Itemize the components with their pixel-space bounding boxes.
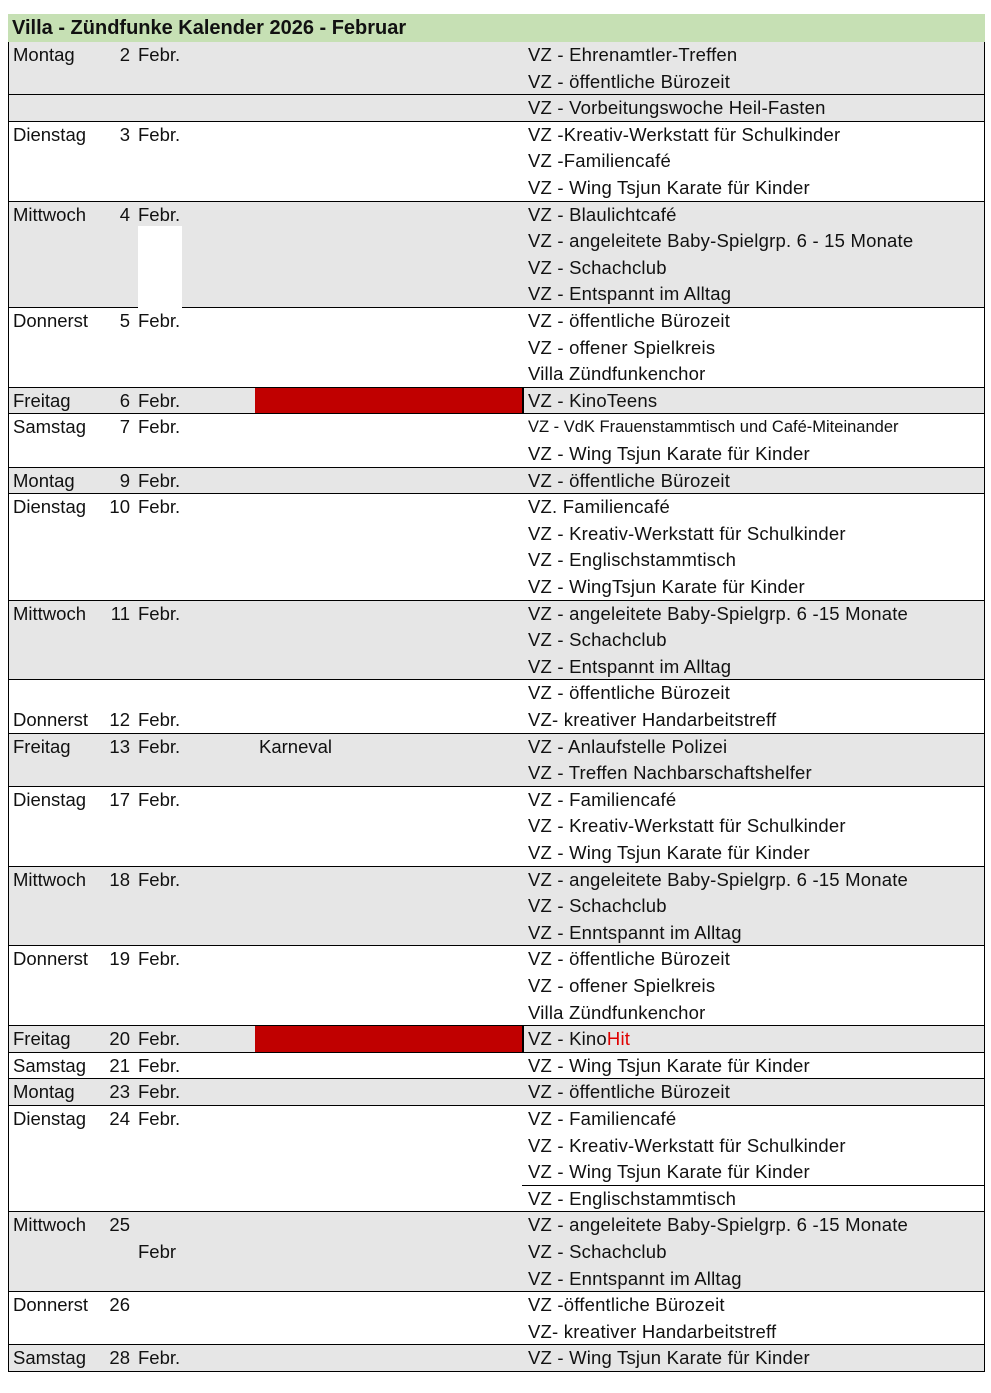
month-label: Febr bbox=[138, 1240, 177, 1262]
day-number: 12 bbox=[109, 708, 130, 730]
event-row bbox=[522, 202, 984, 229]
event-text: VZ - Anlaufstelle Polizei bbox=[528, 735, 728, 757]
event-row bbox=[522, 1026, 984, 1053]
event-text: VZ. Familiencafé bbox=[528, 496, 670, 518]
weekday-label: Montag bbox=[13, 469, 75, 491]
month-label: Febr. bbox=[138, 469, 181, 491]
event-text: VZ - VdK Frauenstammtisch und Café-Miteinander bbox=[528, 418, 899, 437]
event-text: VZ - Schachclub bbox=[528, 895, 667, 917]
event-row bbox=[522, 468, 984, 495]
event-text: VZ - Schachclub bbox=[528, 1240, 667, 1262]
event-text: VZ - Kreativ-Werkstatt für Schulkinder bbox=[528, 815, 846, 837]
day-number: 2 bbox=[119, 44, 130, 65]
month-label: Febr. bbox=[138, 416, 181, 438]
weekday-label: Mittwoch bbox=[13, 602, 86, 624]
month-label: Febr. bbox=[138, 868, 181, 890]
event-row bbox=[522, 255, 984, 282]
event-text: VZ - öffentliche Bürozeit bbox=[528, 310, 731, 331]
event-text: VZ - Wing Tsjun Karate für Kinder bbox=[528, 176, 810, 198]
event-row bbox=[522, 95, 984, 122]
note-label: Karneval bbox=[259, 735, 333, 757]
weekday-label: Freitag bbox=[13, 735, 71, 757]
blank-cell bbox=[138, 226, 182, 308]
weekday-label: Donnerst bbox=[13, 1294, 89, 1316]
event-row bbox=[522, 1186, 984, 1213]
day-number: 18 bbox=[109, 868, 130, 890]
month-label: Febr. bbox=[138, 708, 181, 730]
month-label: Febr. bbox=[138, 948, 181, 970]
event-row bbox=[522, 69, 984, 96]
day-group bbox=[8, 1106, 985, 1212]
event-row bbox=[522, 308, 984, 335]
event-text: VZ - öffentliche Bürozeit bbox=[528, 948, 731, 970]
event-text: VZ - Treffen Nachbarschaftshelfer bbox=[528, 762, 812, 784]
event-text: VZ - Vorbeitungswoche Heil-Fasten bbox=[528, 97, 826, 119]
weekday-label: Dienstag bbox=[13, 788, 87, 810]
event-row bbox=[522, 1266, 984, 1293]
day-group bbox=[8, 946, 985, 1026]
day-group bbox=[8, 1026, 985, 1053]
day-group bbox=[8, 1345, 985, 1372]
weekday-label: Samstag bbox=[13, 416, 87, 438]
event-text: Villa Zündfunkenchor bbox=[528, 1001, 706, 1023]
event-text: VZ -Familiencafé bbox=[528, 150, 672, 172]
red-highlight-cell bbox=[255, 1026, 523, 1052]
day-number: 6 bbox=[119, 389, 130, 411]
weekday-label: Montag bbox=[13, 44, 75, 65]
month-label: Febr. bbox=[138, 1054, 181, 1076]
day-number: 23 bbox=[109, 1081, 130, 1103]
event-row bbox=[522, 335, 984, 362]
month-label: Febr. bbox=[138, 496, 181, 518]
day-group bbox=[8, 734, 985, 787]
event-text: VZ - Enntspannt im Alltag bbox=[528, 1267, 742, 1289]
day-number: 20 bbox=[109, 1028, 130, 1050]
event-row bbox=[522, 627, 984, 654]
event-row bbox=[522, 361, 984, 388]
weekday-label: Samstag bbox=[13, 1347, 87, 1369]
day-number: 9 bbox=[119, 469, 130, 491]
day-number: 4 bbox=[119, 203, 130, 225]
event-text: VZ - Wing Tsjun Karate für Kinder bbox=[528, 1161, 810, 1183]
event-row bbox=[522, 42, 984, 69]
weekday-label: Freitag bbox=[13, 1028, 71, 1050]
event-row bbox=[522, 867, 984, 894]
event-text bbox=[528, 1027, 630, 1051]
event-text: VZ - Englischstammtisch bbox=[528, 1187, 737, 1209]
event-text-highlight: Hit bbox=[606, 1028, 631, 1050]
day-number: 5 bbox=[119, 310, 130, 331]
event-row bbox=[522, 787, 984, 814]
day-number: 19 bbox=[109, 948, 130, 970]
event-text: VZ - Blaulichtcafé bbox=[528, 203, 677, 225]
event-row bbox=[522, 228, 984, 255]
day-number: 17 bbox=[109, 788, 130, 810]
event-row bbox=[522, 973, 984, 1000]
day-group bbox=[8, 1053, 985, 1080]
day-number: 10 bbox=[109, 496, 130, 518]
sheet-title: Villa - Zündfunke Kalender 2026 - Februar bbox=[8, 14, 985, 42]
column-divider bbox=[522, 1026, 524, 1053]
weekday-label: Mittwoch bbox=[13, 868, 86, 890]
day-group bbox=[8, 494, 985, 600]
column-divider bbox=[522, 388, 524, 415]
event-text: VZ - Schachclub bbox=[528, 629, 667, 651]
event-text: VZ - offener Spielkreis bbox=[528, 336, 716, 358]
event-text: VZ - Familiencafé bbox=[528, 1108, 677, 1129]
event-text: VZ - öffentliche Bürozeit bbox=[528, 70, 731, 92]
event-row bbox=[522, 1239, 984, 1266]
month-label: Febr. bbox=[138, 203, 181, 225]
day-number: 3 bbox=[119, 123, 130, 145]
event-row bbox=[522, 148, 984, 175]
event-text: Villa Zündfunkenchor bbox=[528, 363, 706, 385]
day-group bbox=[8, 308, 985, 388]
event-text-main: VZ - Kino bbox=[528, 1028, 607, 1050]
day-group bbox=[8, 1079, 985, 1106]
day-group bbox=[8, 202, 985, 308]
event-row bbox=[522, 414, 984, 441]
weekday-label: Donnerst bbox=[13, 310, 89, 331]
day-number: 25 bbox=[109, 1214, 130, 1236]
event-text: VZ- kreativer Handarbeitstreff bbox=[528, 1320, 777, 1342]
event-row bbox=[522, 654, 984, 681]
day-group bbox=[8, 787, 985, 867]
event-text: VZ - Entspannt im Alltag bbox=[528, 655, 732, 677]
day-number: 11 bbox=[110, 602, 130, 624]
weekday-label: Dienstag bbox=[13, 123, 87, 145]
event-row bbox=[522, 1345, 984, 1372]
event-row bbox=[522, 441, 984, 468]
event-text: VZ - angeleitete Baby-Spielgrp. 6 -15 Monate bbox=[528, 868, 909, 890]
day-number: 26 bbox=[109, 1294, 130, 1316]
day-group bbox=[8, 468, 985, 495]
event-row bbox=[522, 1212, 984, 1239]
event-row bbox=[522, 281, 984, 308]
event-row bbox=[522, 840, 984, 867]
event-text: VZ- kreativer Handarbeitstreff bbox=[528, 708, 777, 730]
event-text: VZ - WingTsjun Karate für Kinder bbox=[528, 575, 805, 597]
event-text: VZ - öffentliche Bürozeit bbox=[528, 469, 731, 491]
event-row bbox=[522, 1053, 984, 1080]
month-label: Febr. bbox=[138, 123, 181, 145]
event-row bbox=[522, 1133, 984, 1160]
event-row bbox=[522, 734, 984, 761]
day-group bbox=[8, 42, 985, 95]
event-row bbox=[522, 547, 984, 574]
event-row bbox=[522, 920, 984, 947]
weekday-label: Montag bbox=[13, 1081, 75, 1103]
event-text: VZ -öffentliche Bürozeit bbox=[528, 1294, 725, 1316]
event-text: VZ - Ehrenamtler-Treffen bbox=[528, 44, 738, 65]
event-row bbox=[522, 760, 984, 787]
event-text: VZ - Enntspannt im Alltag bbox=[528, 921, 742, 943]
weekday-label: Dienstag bbox=[13, 1108, 87, 1129]
day-group bbox=[8, 1292, 985, 1345]
day-group bbox=[8, 414, 985, 467]
event-row bbox=[522, 1079, 984, 1106]
event-text: VZ - Wing Tsjun Karate für Kinder bbox=[528, 442, 810, 464]
event-text: VZ - öffentliche Bürozeit bbox=[528, 1081, 731, 1103]
day-group bbox=[8, 95, 985, 122]
month-label: Febr. bbox=[138, 1108, 181, 1129]
event-row bbox=[522, 388, 984, 415]
event-row bbox=[522, 1000, 984, 1027]
event-text: VZ -Kreativ-Werkstatt für Schulkinder bbox=[528, 123, 841, 145]
day-number: 13 bbox=[109, 735, 130, 757]
event-row bbox=[522, 707, 984, 734]
month-label: Febr. bbox=[138, 310, 181, 331]
day-group bbox=[8, 1212, 985, 1292]
event-row bbox=[522, 601, 984, 628]
event-row bbox=[522, 521, 984, 548]
day-number: 21 bbox=[109, 1054, 130, 1076]
event-row bbox=[522, 122, 984, 149]
day-group bbox=[8, 680, 985, 733]
weekday-label: Mittwoch bbox=[13, 1214, 86, 1236]
day-group bbox=[8, 122, 985, 202]
weekday-label: Freitag bbox=[13, 389, 71, 411]
day-group bbox=[8, 388, 985, 415]
event-text: VZ - angeleitete Baby-Spielgrp. 6 - 15 Monate bbox=[528, 230, 914, 252]
event-row bbox=[522, 813, 984, 840]
event-text: VZ - Englischstammtisch bbox=[528, 549, 737, 571]
day-group bbox=[8, 601, 985, 681]
month-label: Febr. bbox=[138, 44, 181, 65]
event-row bbox=[522, 946, 984, 973]
event-row bbox=[522, 893, 984, 920]
event-row bbox=[522, 574, 984, 601]
day-number: 28 bbox=[109, 1347, 130, 1369]
event-row bbox=[522, 680, 984, 707]
event-row bbox=[522, 1292, 984, 1319]
event-row bbox=[522, 175, 984, 202]
event-text: VZ - Wing Tsjun Karate für Kinder bbox=[528, 1347, 810, 1369]
month-label: Febr. bbox=[138, 1081, 181, 1103]
event-text: VZ - angeleitete Baby-Spielgrp. 6 -15 Monate bbox=[528, 602, 909, 624]
day-group bbox=[8, 867, 985, 947]
event-text: VZ - Entspannt im Alltag bbox=[528, 283, 732, 305]
event-text: VZ - Kreativ-Werkstatt für Schulkinder bbox=[528, 522, 846, 544]
month-label: Febr. bbox=[138, 1028, 181, 1050]
event-text: VZ - Schachclub bbox=[528, 256, 667, 278]
day-number: 7 bbox=[119, 416, 130, 438]
event-text: VZ - Wing Tsjun Karate für Kinder bbox=[528, 841, 810, 863]
month-label: Febr. bbox=[138, 602, 181, 624]
event-text: VZ - öffentliche Bürozeit bbox=[528, 682, 731, 704]
weekday-label: Mittwoch bbox=[13, 203, 86, 225]
month-label: Febr. bbox=[138, 1347, 181, 1369]
month-label: Febr. bbox=[138, 735, 181, 757]
event-row bbox=[522, 1319, 984, 1346]
event-text: VZ - Wing Tsjun Karate für Kinder bbox=[528, 1054, 810, 1076]
month-label: Febr. bbox=[138, 389, 181, 411]
weekday-label: Samstag bbox=[13, 1054, 87, 1076]
event-row bbox=[522, 494, 984, 521]
event-text: VZ - Kreativ-Werkstatt für Schulkinder bbox=[528, 1134, 846, 1156]
weekday-label: Donnerst bbox=[13, 708, 89, 730]
day-number: 24 bbox=[109, 1108, 130, 1129]
event-text: VZ - angeleitete Baby-Spielgrp. 6 -15 Monate bbox=[528, 1214, 909, 1236]
event-text: VZ - Familiencafé bbox=[528, 788, 677, 810]
weekday-label: Dienstag bbox=[13, 496, 87, 518]
red-highlight-cell bbox=[255, 388, 523, 414]
weekday-label: Donnerst bbox=[13, 948, 89, 970]
event-row bbox=[522, 1159, 984, 1186]
event-text: VZ - KinoTeens bbox=[528, 389, 658, 411]
event-text: VZ - offener Spielkreis bbox=[528, 974, 716, 996]
event-row bbox=[522, 1106, 984, 1133]
month-label: Febr. bbox=[138, 788, 181, 810]
